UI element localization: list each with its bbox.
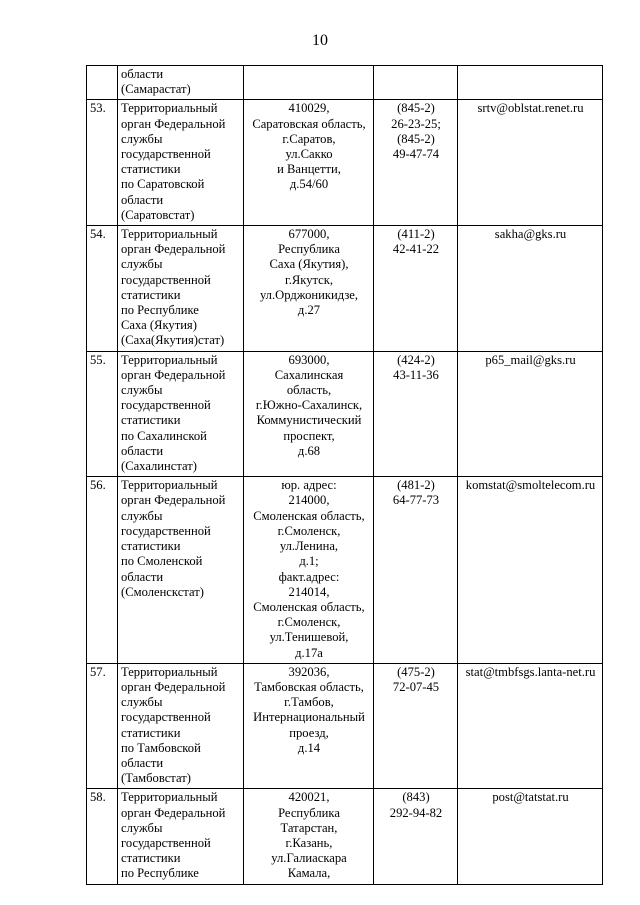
office-name-cell-line: статистики (121, 539, 181, 554)
office-name-cell-line: Территориальный (121, 478, 218, 493)
office-name-cell-line: Саха (Якутия) (121, 318, 197, 333)
address-cell (244, 66, 374, 100)
office-name-cell (118, 351, 244, 477)
office-name-cell-line: орган Федеральной (121, 367, 226, 382)
office-name-cell-line: службы (121, 695, 163, 710)
phone-cell-line: 64-77-73 (392, 493, 440, 508)
address-cell (244, 663, 374, 789)
email-address: srtv@oblstat.renet.ru (477, 101, 584, 116)
office-name-cell-line: статистики (121, 725, 181, 740)
phone-cell-line: (424-2) (397, 352, 435, 367)
office-name-cell-line: Территориальный (121, 664, 218, 679)
office-name-cell-line: области (121, 192, 164, 207)
office-name-cell-line: (Саратовстат) (121, 207, 195, 222)
row-number (87, 66, 118, 100)
office-name-cell-line: по Смоленской (121, 554, 203, 569)
table-body (87, 66, 603, 885)
office-name-cell-line: по Республике (121, 303, 199, 318)
address-cell-line: Коммунистический (256, 413, 362, 428)
address-cell-line: г.Смоленск, (277, 615, 341, 630)
email-cell (458, 100, 603, 226)
office-name-cell-line: государственной (121, 710, 211, 725)
address-cell-line: факт.адрес: (278, 569, 340, 584)
address-cell-line: 677000, (288, 227, 330, 242)
office-name-cell-line: орган Федеральной (121, 493, 226, 508)
table-row (87, 663, 603, 789)
address-cell-line: Смоленская область, (253, 508, 365, 523)
address-cell-line: г.Казань, (285, 835, 333, 850)
office-name-cell (118, 100, 244, 226)
table-row (87, 477, 603, 663)
office-name-cell-line: по Тамбовской (121, 740, 201, 755)
office-name-cell-line: государственной (121, 835, 211, 850)
address-cell-line: д.27 (297, 303, 321, 318)
address-cell-line: 420021, (288, 790, 330, 805)
office-name-cell-line: службы (121, 131, 163, 146)
address-cell-line: 693000, (288, 352, 330, 367)
phone-cell (374, 663, 458, 789)
address-cell-line: Смоленская область, (253, 599, 365, 614)
office-name-cell-line: области (121, 569, 164, 584)
email-address: post@tatstat.ru (492, 790, 569, 805)
address-cell-line: ул.Галиаскара (271, 851, 347, 866)
address-cell-line: ул.Тенишевой, (269, 630, 349, 645)
office-name-cell-line: орган Федеральной (121, 242, 226, 257)
office-name-cell-line: Территориальный (121, 790, 218, 805)
page-number: 10 (312, 32, 328, 49)
office-name-cell-line: (Самарастат) (121, 82, 191, 97)
phone-cell (374, 100, 458, 226)
office-name-cell-line: по Республике (121, 866, 199, 881)
phone-cell-line: (481-2) (397, 478, 435, 493)
office-name-cell-line: области (121, 755, 164, 770)
address-cell (244, 477, 374, 663)
email-address: sakha@gks.ru (494, 227, 567, 242)
office-name-cell-line: статистики (121, 162, 181, 177)
phone-cell-line: (411-2) (397, 227, 435, 242)
address-cell-line: Республика (278, 242, 340, 257)
address-cell-line: г.Якутск, (284, 272, 334, 287)
address-cell (244, 100, 374, 226)
address-cell-line: Интернациональный (253, 710, 365, 725)
phone-cell (374, 477, 458, 663)
address-cell-line: д.17а (295, 645, 323, 660)
office-name-cell (118, 789, 244, 884)
office-name-cell-line: орган Федеральной (121, 679, 226, 694)
address-cell-line: проспект, (283, 428, 335, 443)
table-row (87, 226, 603, 352)
table-row (87, 351, 603, 477)
office-name-cell-line: по Сахалинской (121, 428, 207, 443)
email-cell (458, 663, 603, 789)
address-cell-line: ул.Орджоникидзе, (259, 287, 359, 302)
office-name-cell-line: службы (121, 820, 163, 835)
office-name-cell (118, 477, 244, 663)
email-cell (458, 66, 603, 100)
office-name-cell-line: (Тамбовстат) (121, 771, 191, 786)
office-name-cell-line: государственной (121, 272, 211, 287)
phone-cell (374, 789, 458, 884)
address-cell-line: Саха (Якутия), (269, 257, 349, 272)
email-cell (458, 351, 603, 477)
office-name-cell (118, 66, 244, 100)
address-cell-line: область, (286, 383, 332, 398)
office-name-cell-line: Территориальный (121, 227, 218, 242)
email-address: p65_mail@gks.ru (485, 352, 576, 367)
office-name-cell-line: по Саратовской (121, 177, 205, 192)
table-row (87, 789, 603, 884)
office-name-cell-line: службы (121, 383, 163, 398)
address-cell-line: проезд, (289, 725, 329, 740)
phone-cell-line: 42-41-22 (392, 242, 440, 257)
address-cell-line: 410029, (288, 101, 330, 116)
address-cell-line: 392036, (288, 664, 330, 679)
email-address: stat@tmbfsgs.lanta-net.ru (465, 664, 596, 679)
address-cell (244, 789, 374, 884)
address-cell-line: Камала, (287, 866, 331, 881)
phone-cell-line: 292-94-82 (389, 805, 443, 820)
address-cell-line: д.1; (299, 554, 319, 569)
address-cell-line: Саратовская область, (252, 116, 366, 131)
address-cell-line: д.14 (297, 740, 321, 755)
office-name-cell-line: государственной (121, 147, 211, 162)
address-cell-line: г.Смоленск, (277, 523, 341, 538)
address-cell-line: и Ванцетти, (277, 162, 341, 177)
row-number: 53. (87, 100, 118, 226)
office-name-cell-line: статистики (121, 287, 181, 302)
office-name-cell-line: области (121, 67, 164, 81)
address-cell-line: ул.Сакко (285, 147, 333, 162)
office-name-cell-line: статистики (121, 413, 181, 428)
office-name-cell-line: государственной (121, 398, 211, 413)
phone-cell-line: 43-11-36 (393, 367, 439, 382)
office-name-cell-line: службы (121, 508, 163, 523)
phone-cell-line: (845-2) (397, 101, 435, 116)
address-cell-line: ул.Ленина, (279, 539, 339, 554)
address-cell (244, 226, 374, 352)
email-cell (458, 477, 603, 663)
row-number: 56. (87, 477, 118, 663)
phone-cell (374, 351, 458, 477)
office-name-cell-line: государственной (121, 523, 211, 538)
address-cell-line: 214014, (288, 584, 330, 599)
row-number: 55. (87, 351, 118, 477)
phone-cell (374, 226, 458, 352)
email-cell (458, 789, 603, 884)
address-cell-line: г.Южно-Сахалинск, (255, 398, 363, 413)
phone-cell-line: 49-47-74 (392, 147, 440, 162)
row-number: 54. (87, 226, 118, 352)
address-cell-line: д.68 (297, 443, 321, 458)
office-name-cell (118, 226, 244, 352)
office-name-cell-line: (Сахалинстат) (121, 459, 197, 474)
statistics-offices-table (86, 65, 603, 885)
address-cell-line: Республика (278, 805, 340, 820)
phone-cell-line: (845-2) (397, 131, 435, 146)
office-name-cell-line: службы (121, 257, 163, 272)
phone-cell-line: (475-2) (397, 664, 435, 679)
office-name-cell-line: статистики (121, 851, 181, 866)
office-name-cell-line: Территориальный (121, 352, 218, 367)
address-cell-line: г.Саратов, (282, 131, 336, 146)
address-cell-line: Тамбовская область, (254, 679, 364, 694)
phone-cell (374, 66, 458, 100)
office-name-cell-line: области (121, 443, 164, 458)
email-cell (458, 226, 603, 352)
address-cell-line: юр. адрес: (281, 478, 337, 493)
row-number: 57. (87, 663, 118, 789)
office-name-cell-line: (Саха(Якутия)стат) (121, 333, 225, 348)
office-name-cell-line: орган Федеральной (121, 116, 226, 131)
table-row (87, 66, 603, 100)
address-cell-line: д.54/60 (289, 177, 329, 192)
address-cell-line: Татарстан, (280, 820, 338, 835)
office-name-cell (118, 663, 244, 789)
address-cell-line: 214000, (288, 493, 330, 508)
row-number: 58. (87, 789, 118, 884)
phone-cell-line: (843) (402, 790, 430, 805)
address-cell-line: Сахалинская (274, 367, 344, 382)
table-row (87, 100, 603, 226)
address-cell (244, 351, 374, 477)
office-name-cell-line: орган Федеральной (121, 805, 226, 820)
phone-cell-line: 72-07-45 (392, 679, 440, 694)
email-address: komstat@smoltelecom.ru (465, 478, 596, 493)
office-name-cell-line: Территориальный (121, 101, 218, 116)
office-name-cell-line: (Смоленскстат) (121, 584, 204, 599)
phone-cell-line: 26-23-25; (391, 116, 441, 131)
address-cell-line: г.Тамбов, (284, 695, 334, 710)
